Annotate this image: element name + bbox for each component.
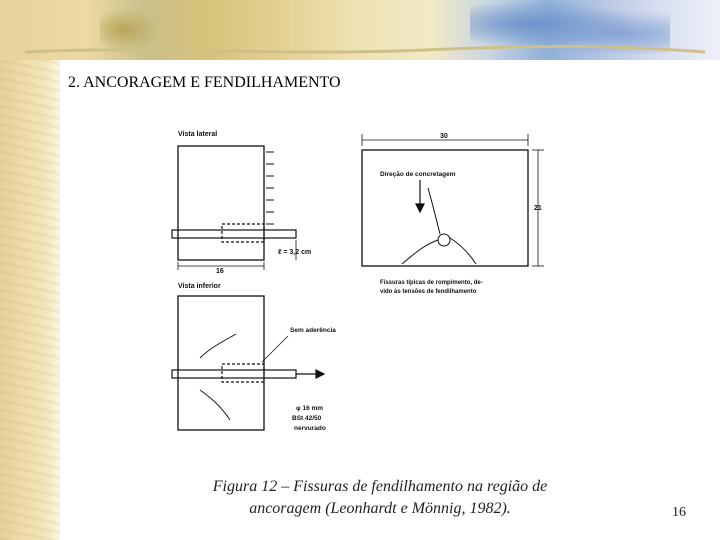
label-concreting-direction: Direção de concretagem xyxy=(380,171,456,178)
caption-line1: Figura 12 – Fissuras de fendilhamento na região de xyxy=(212,478,548,495)
load-arrows xyxy=(266,152,274,224)
concreting-arrow xyxy=(416,180,424,212)
label-width-left: 16 xyxy=(216,268,224,275)
label-bottom-view: Vista inferior xyxy=(178,283,221,290)
label-length: ℓ = 3,2 cm xyxy=(278,249,312,256)
figure-caption xyxy=(150,476,610,520)
label-lateral-view: Vista lateral xyxy=(178,131,218,138)
anchorage-crack-figure xyxy=(170,128,550,440)
crack-lines xyxy=(402,188,476,264)
slide-title: 2. ANCORAGEM E FENDILHAMENTO xyxy=(68,74,341,91)
no-bond-leader xyxy=(262,336,288,362)
page-number: 16 xyxy=(672,505,686,520)
label-cracks-line1: Fissuras típicas de rompimento, de- xyxy=(380,280,483,286)
bottom-cracks xyxy=(200,334,236,420)
label-cracks-line2: vido às tensões de fendilhamento xyxy=(380,289,477,295)
label-cracks xyxy=(380,280,484,295)
label-bar-type: nervurado xyxy=(294,425,326,432)
bottom-bar xyxy=(172,364,324,382)
label-bar-steel: BSt 42/50 xyxy=(292,415,322,422)
lateral-bar xyxy=(172,224,296,242)
decorative-swoosh xyxy=(25,44,705,58)
right-view-block xyxy=(362,150,528,266)
label-no-bond: Sem aderência xyxy=(290,327,336,334)
lateral-view-block xyxy=(178,146,264,260)
decorative-left-border xyxy=(0,0,60,540)
label-height-right: 21 xyxy=(534,205,542,212)
label-bar-diameter: φ 16 mm xyxy=(296,405,324,412)
label-width-right: 30 xyxy=(440,133,448,140)
caption-line2: ancoragem (Leonhardt e Mönnig, 1982). xyxy=(249,500,511,517)
bottom-view-block xyxy=(178,296,264,430)
